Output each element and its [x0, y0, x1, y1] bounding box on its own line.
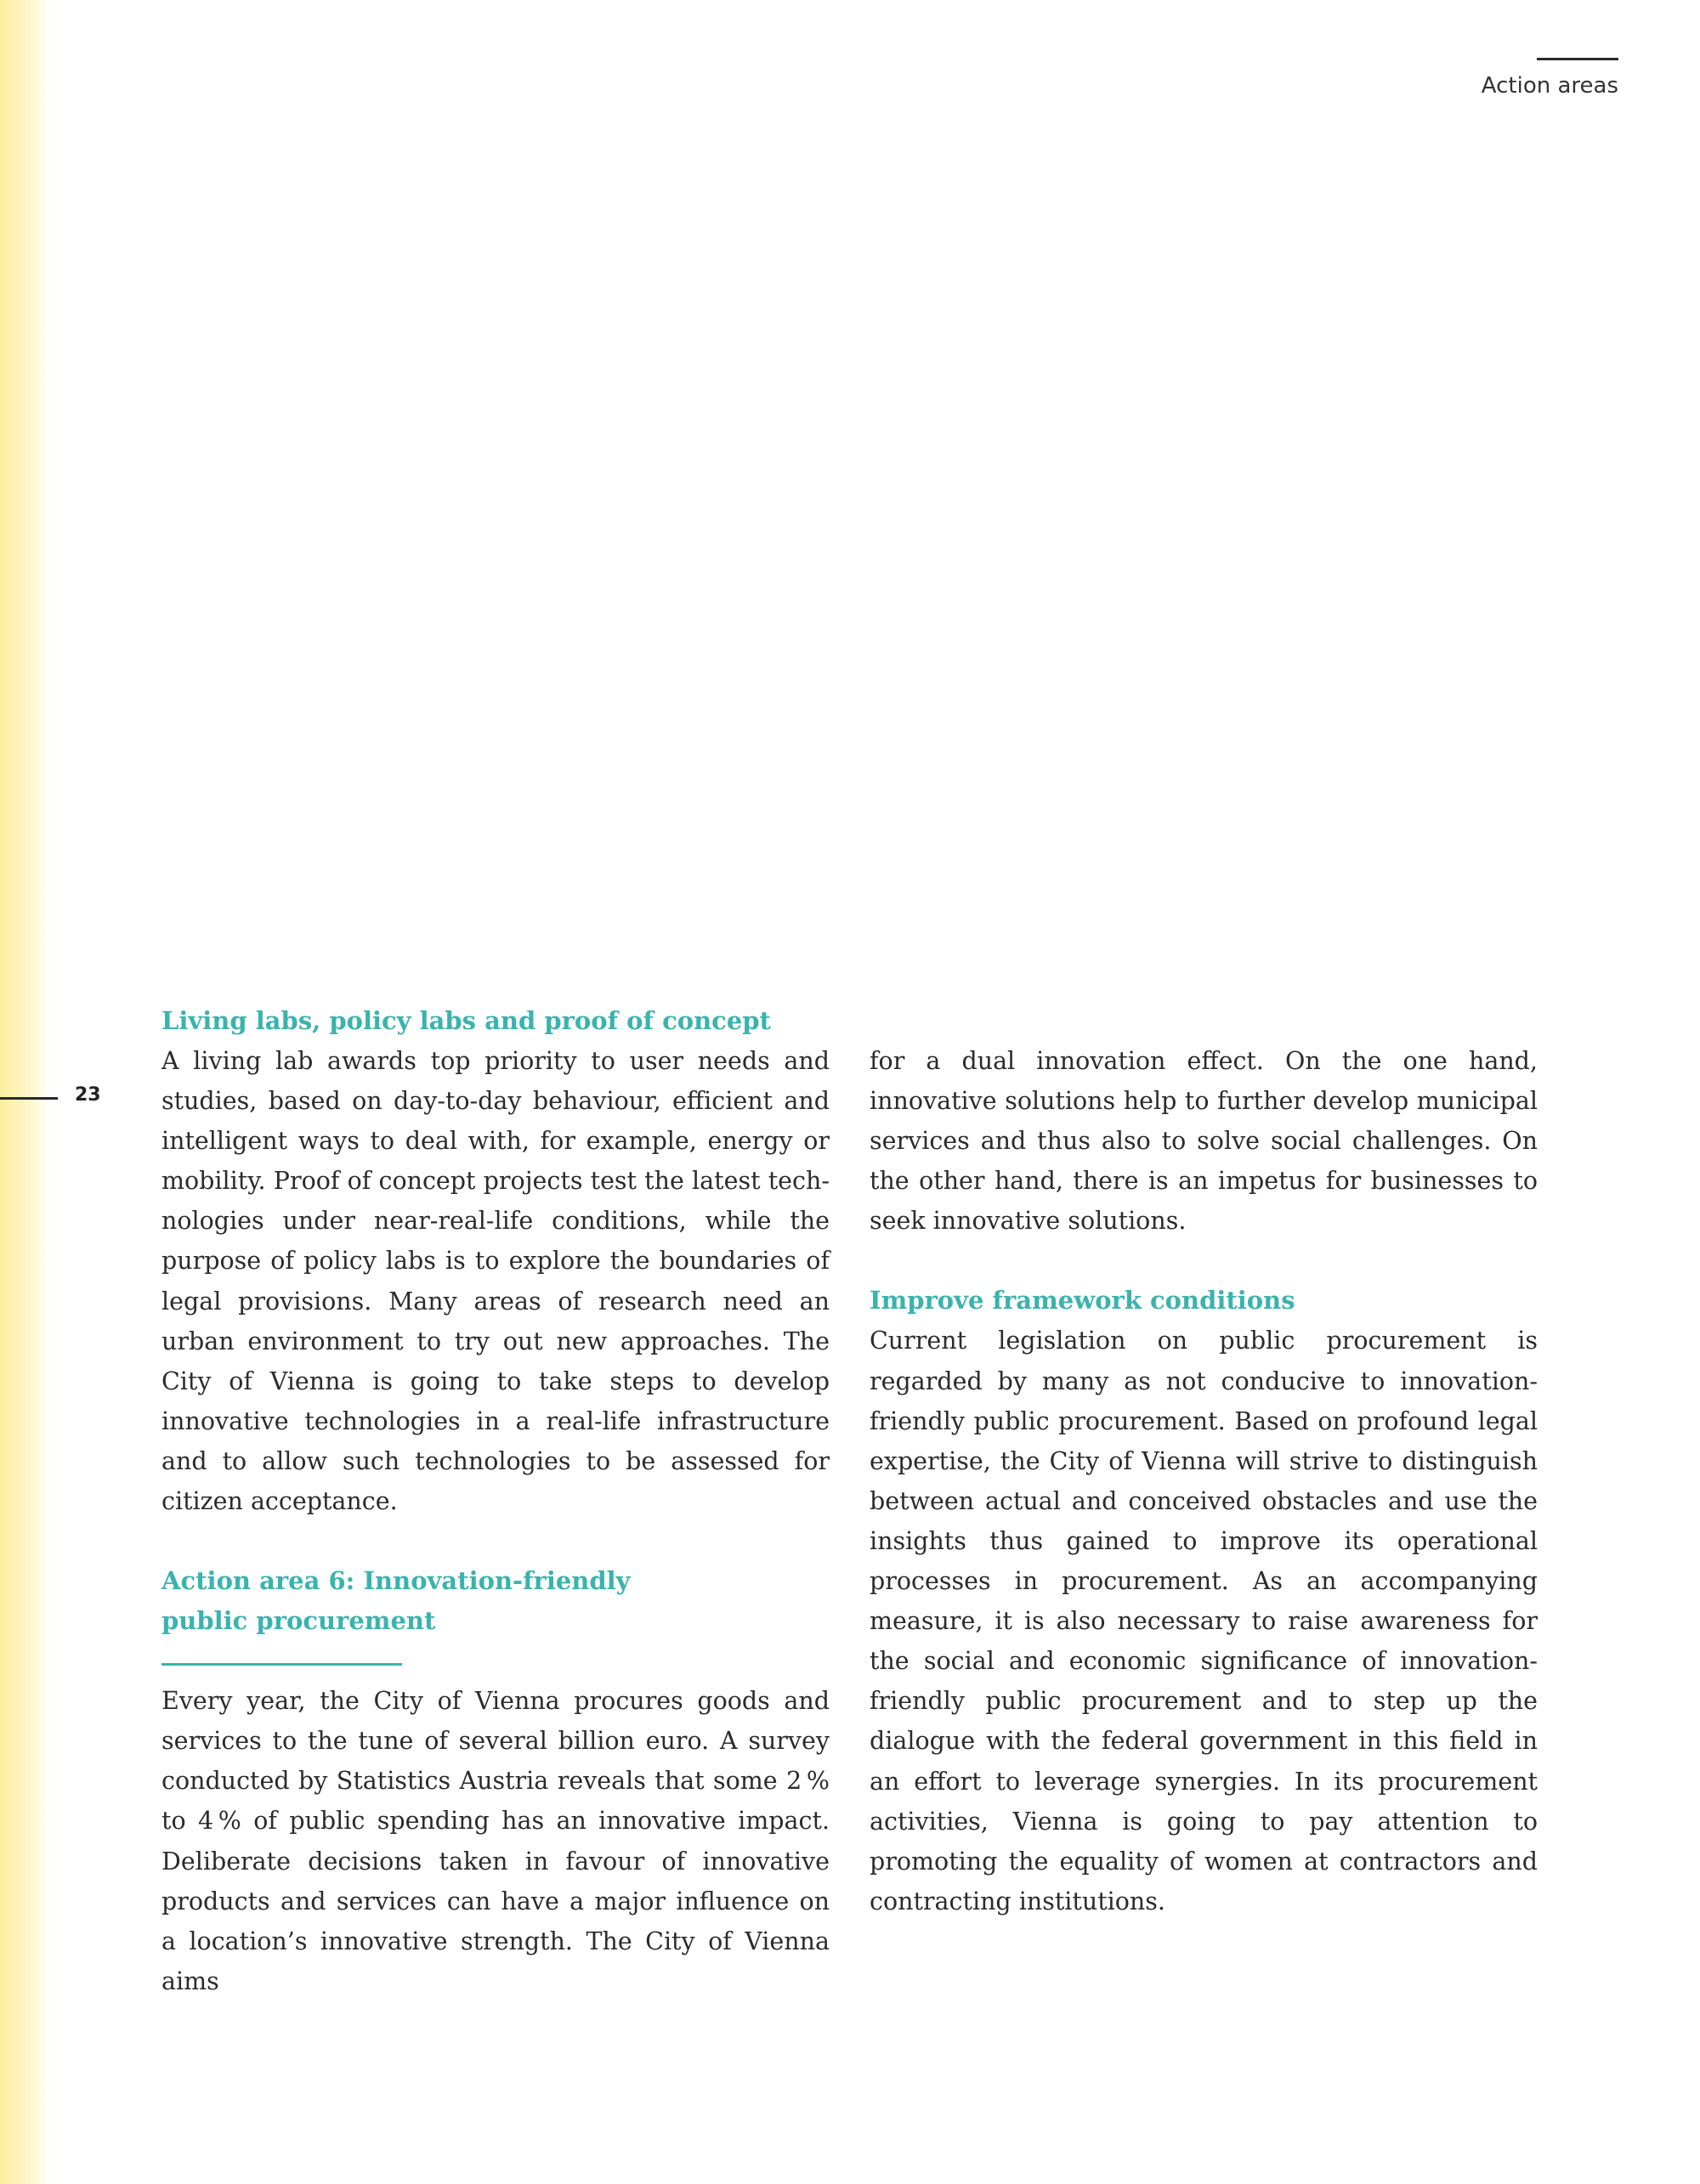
action-area-heading-line1: Action area 6: Innovation-friendly: [162, 1566, 631, 1596]
living-labs-heading: Living labs, policy labs and proof of concept: [162, 1006, 771, 1035]
page-number-rule: [0, 1097, 58, 1100]
framework-paragraph: Current legislation on public procurement is regarded by many as not conducive to innovation-friendly public procurement. Based on profound legal expertise, the City of Vienna will strive to distinguish between actual and conceived obstacles and use the insights thus gained to improve its operational processes in procurement. As an accompanying measure, it is also necessary to raise awareness for the social and economic significance of innovation-friendly public procurement and to step up the dialogue with the federal government in this field in an effort to leverage synergies. In its procurement activities, Vienna is going to pay attention to promoting the equality of women at contractors and contracting institutions.: [870, 1327, 1538, 1915]
action-area-heading: [162, 1561, 830, 1641]
section-label: Action areas: [1481, 73, 1618, 99]
action-area-paragraph: Every year, the City of Vienna procures goods and services to the tune of several billion euro. A survey conducted by Statistics Austria reveals that some 2 % to 4 % of public spending has an innovative impact. Deliberate decisions taken in favour of innovative products and services can have a major influence on a location’s innovative strength. The City of Vienna aims: [162, 1687, 830, 1995]
living-labs-paragraph: A living lab awards top priority to user needs and studies, based on day-to-day behaviour, efficient and intelligent ways to deal with, for example, energy or mobility. Proof of concept projects test the latest technologies under near-real-life conditions, while the purpose of policy labs is to explore the boundaries of legal provisions. Many areas of research need an urban environment to try out new approaches. The City of Vienna is going to take steps to develop innovative technologies in a real-life infrastructure and to allow such technologies to be assessed for citizen acceptance.: [162, 1047, 830, 1516]
action-area-heading-rule: [162, 1663, 402, 1666]
framework-heading: Improve framework conditions: [870, 1286, 1295, 1315]
page-edge-gradient: [0, 0, 51, 2184]
right-column: [870, 1041, 1538, 1921]
action-area-heading-line2: public procurement: [162, 1606, 436, 1636]
page-number: 23: [75, 1084, 101, 1106]
continuation-paragraph: for a dual innovation effect. On the one hand, innovative solutions help to further develop municipal services and thus also to solve social challenges. On the other hand, there is an impetus for businesses to seek innovative solutions.: [870, 1047, 1538, 1236]
left-column: [162, 1001, 830, 2001]
header-rule: [1537, 58, 1618, 60]
